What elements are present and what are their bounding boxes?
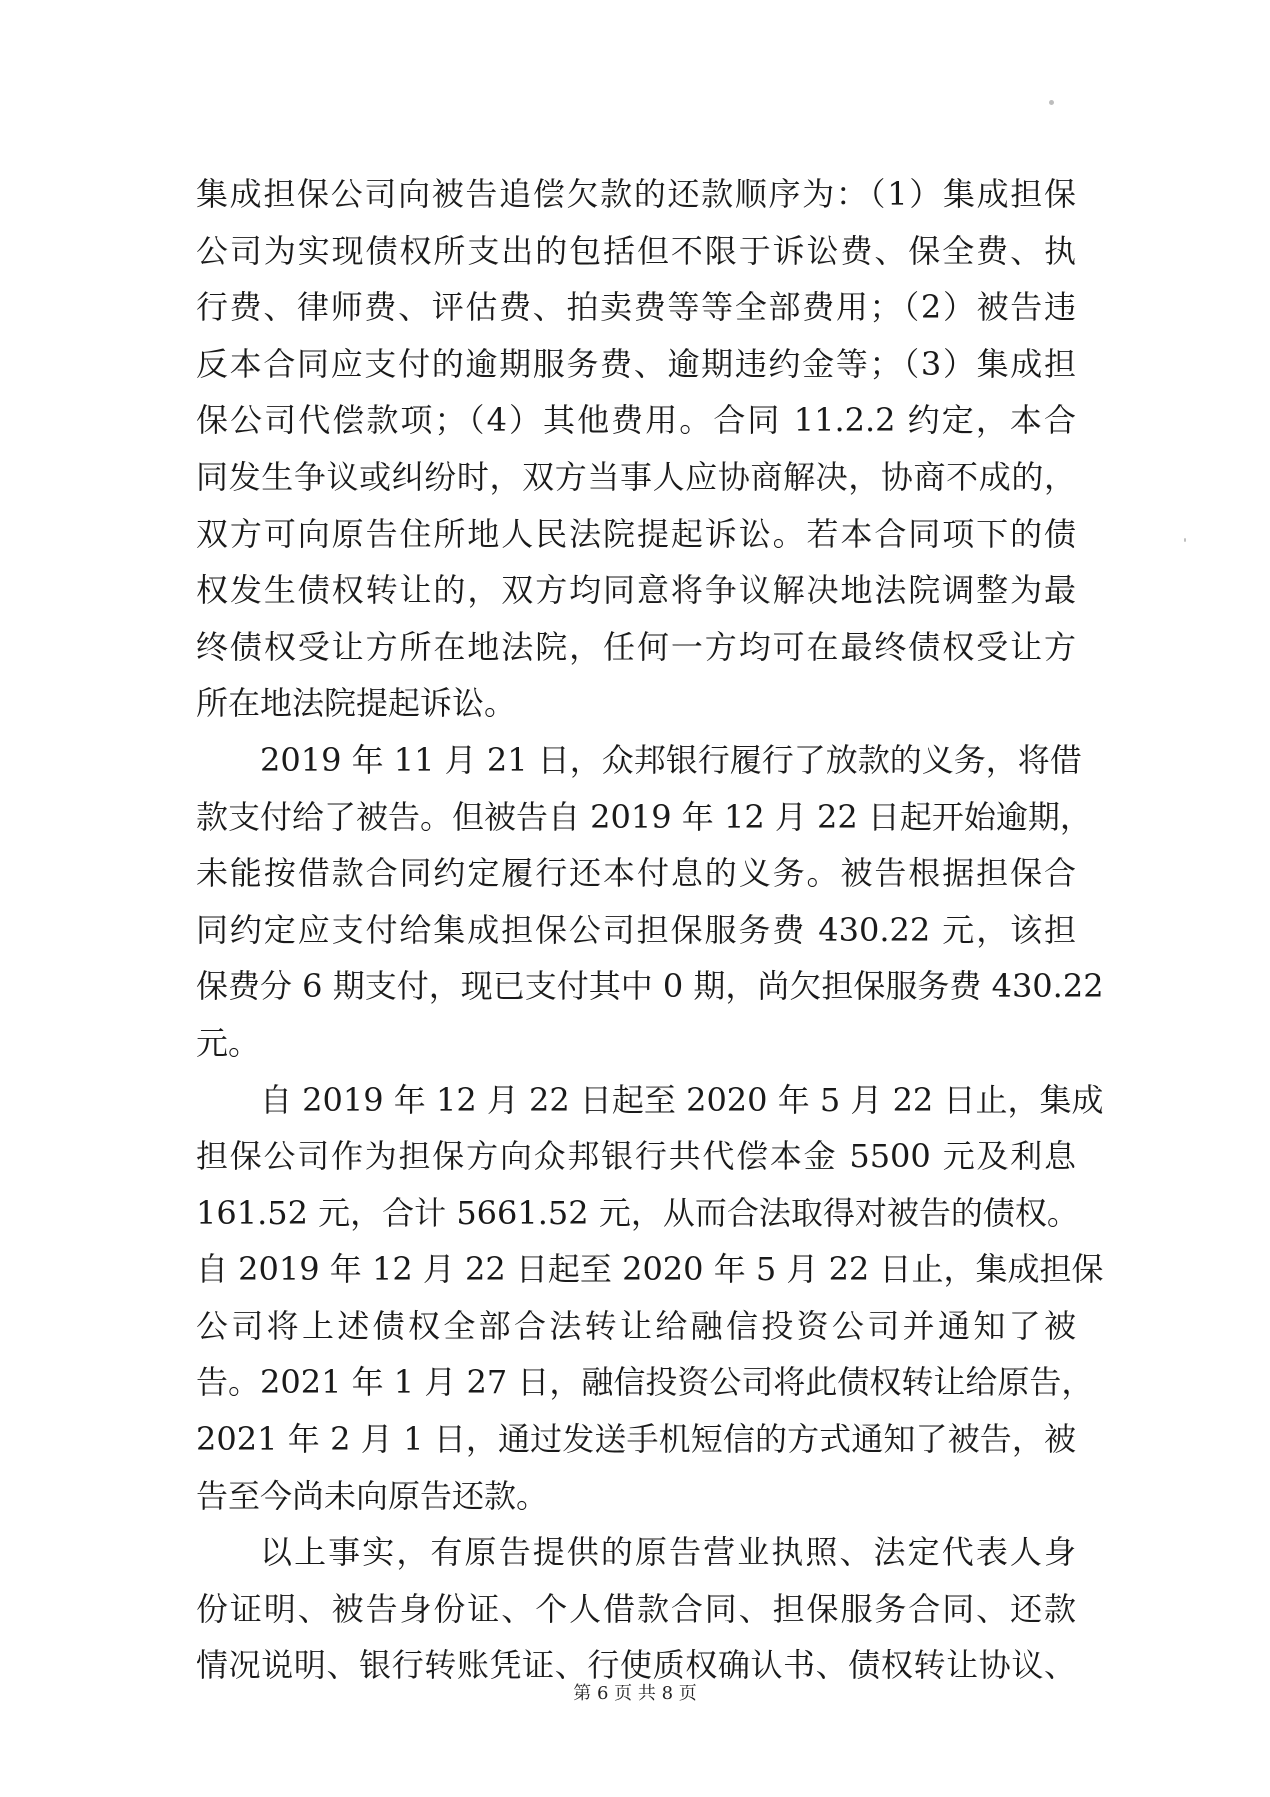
body-line: 所在地法院提起诉讼。 xyxy=(196,684,517,723)
body-line: 公司将上述债权全部合法转让给融信投资公司并通知了被 xyxy=(196,1306,1076,1345)
paragraph-first-line: 以上事实，有原告提供的原告营业执照、法定代表人身 xyxy=(260,1533,1076,1572)
body-line: 份证明、被告身份证、个人借款合同、担保服务合同、还款 xyxy=(196,1589,1076,1628)
body-line: 元。 xyxy=(196,1023,261,1062)
document-body xyxy=(196,166,1104,1694)
body-line: 担保公司作为担保方向众邦银行共代偿本金 5500 元及利息 xyxy=(196,1137,1076,1176)
body-line: 未能按借款合同约定履行还本付息的义务。被告根据担保合 xyxy=(196,854,1076,893)
scan-speck xyxy=(1049,100,1054,105)
page-number: 第 6 页 共 8 页 xyxy=(573,1683,697,1704)
body-line: 双方可向原告住所地人民法院提起诉讼。若本合同项下的债 xyxy=(196,514,1076,553)
body-line: 告至今尚未向原告还款。 xyxy=(196,1476,549,1515)
paragraph-first-line: 2019 年 11 月 21 日，众邦银行履行了放款的义务，将借 xyxy=(260,740,1082,779)
body-line: 161.52 元，合计 5661.52 元，从而合法取得对被告的债权。 xyxy=(196,1193,1079,1232)
body-line: 2021 年 2 月 1 日，通过发送手机短信的方式通知了被告，被 xyxy=(196,1420,1076,1459)
body-line: 告。2021 年 1 月 27 日，融信投资公司将此债权转让给原告， xyxy=(196,1363,1094,1402)
body-line: 行费、律师费、评估费、拍卖费等等全部费用；（2）被告违 xyxy=(196,288,1076,327)
paragraph-first-line: 自 2019 年 12 月 22 日起至 2020 年 5 月 22 日止，集成 xyxy=(260,1080,1104,1119)
body-line: 权发生债权转让的，双方均同意将争议解决地法院调整为最 xyxy=(196,571,1076,610)
body-line: 公司为实现债权所支出的包括但不限于诉讼费、保全费、执 xyxy=(196,231,1076,270)
body-line: 同约定应支付给集成担保公司担保服务费 430.22 元，该担 xyxy=(196,910,1076,949)
body-line: 款支付给了被告。但被告自 2019 年 12 月 22 日起开始逾期， xyxy=(196,797,1092,836)
body-line: 反本合同应支付的逾期服务费、逾期违约金等；（3）集成担 xyxy=(196,344,1076,383)
body-line: 终债权受让方所在地法院，任何一方均可在最终债权受让方 xyxy=(196,627,1076,666)
body-line: 保公司代偿款项；（4）其他费用。合同 11.2.2 约定，本合 xyxy=(196,401,1076,440)
body-line: 同发生争议或纠纷时，双方当事人应协商解决，协商不成的， xyxy=(196,457,1076,496)
body-line: 保费分 6 期支付，现已支付其中 0 期，尚欠担保服务费 430.22 xyxy=(196,967,1104,1006)
body-line: 情况说明、银行转账凭证、行使质权确认书、债权转让协议、 xyxy=(196,1646,1076,1685)
body-line: 自 2019 年 12 月 22 日起至 2020 年 5 月 22 日止，集成担保 xyxy=(196,1250,1104,1289)
scan-speck xyxy=(1184,538,1186,542)
body-line: 集成担保公司向被告追偿欠款的还款顺序为：（1）集成担保 xyxy=(196,175,1076,213)
